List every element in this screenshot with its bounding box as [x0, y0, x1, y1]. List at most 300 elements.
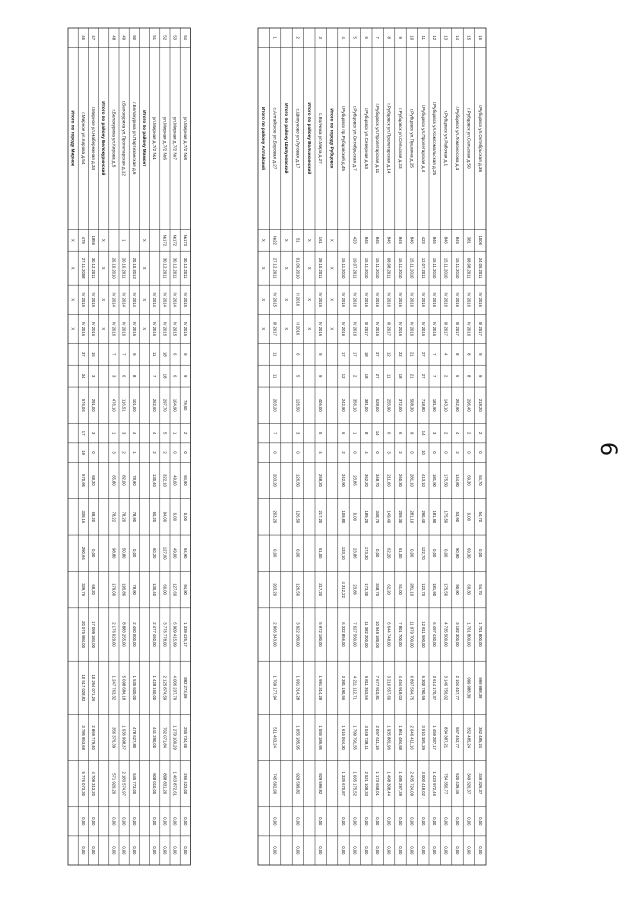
table-cell: 571 929,20: [111, 773, 117, 795]
table-cell: 6: [295, 353, 301, 356]
table-cell: 2: [443, 431, 449, 435]
table-cell: IV 2016: [466, 321, 472, 337]
table-cell: 27.12.2011: [272, 257, 278, 279]
table-cell: 173,30: [363, 546, 369, 560]
table-cell: 17: [341, 351, 346, 357]
row-number: 52: [162, 35, 168, 41]
block2-row: [452, 28, 460, 865]
table-cell: 0,00: [341, 817, 346, 826]
table-cell: X: [70, 327, 76, 331]
table-cell: 846: [409, 236, 415, 244]
table-cell: 0: [352, 451, 358, 454]
table-cell: 754 356,77: [443, 773, 449, 795]
row-number: 51: [152, 35, 158, 41]
table-cell: 0,00: [91, 846, 96, 855]
table-cell: 9: [318, 374, 324, 378]
table-cell: 2: [477, 431, 483, 435]
table-cell: 20.10.2010: [111, 257, 117, 279]
table-cell: 30.12.2011: [182, 257, 188, 279]
table-cell: 15.11.2010: [409, 257, 415, 279]
table-cell: 11 382 200,00: [363, 621, 369, 648]
table-cell: 4: [131, 431, 137, 435]
object-address: г.Рубцовск ул.Сельская д.23: [398, 108, 403, 169]
table-cell: 3 510 381,39: [420, 725, 426, 750]
table-cell: IV 2016: [477, 292, 483, 307]
table-cell: 3 146 756,02: [443, 675, 449, 701]
table-cell: 297,70: [162, 398, 168, 412]
table-cell: 290,40: [420, 510, 426, 524]
table-cell: 211,60: [386, 474, 392, 487]
table-cell: 51: [295, 237, 301, 243]
table-cell: 0: [172, 451, 178, 454]
row-number: 53: [172, 35, 178, 41]
table-cell: 3: [295, 431, 301, 435]
table-cell: 1 485 297,39: [398, 771, 403, 796]
table-cell: 203,20: [272, 510, 278, 524]
table-cell: 1 459 287,17: [432, 725, 438, 750]
table-cell: X: [101, 298, 107, 302]
table-cell: III 2017: [443, 321, 449, 336]
table-cell: IV 2016: [375, 292, 381, 307]
table-cell: 78,90: [131, 475, 137, 486]
table-cell: 0,00: [466, 846, 472, 855]
table-cell: 0,00: [172, 817, 178, 826]
table-cell: III 2017: [363, 321, 369, 336]
table-cell: 0,00: [131, 817, 137, 826]
table-cell: 130,40: [152, 474, 158, 487]
table-cell: 348,70: [375, 583, 381, 597]
table-cell: 0,00: [352, 817, 358, 826]
table-cell: 18: [398, 373, 403, 379]
table-cell: 0: [272, 451, 278, 454]
table-cell: 0: [466, 451, 472, 454]
table-cell: II 2016: [295, 293, 301, 307]
table-cell: 15.11.2010: [455, 257, 460, 279]
block1-row: [78, 28, 86, 865]
table-cell: 127,60: [172, 583, 178, 597]
table-cell: 9: [131, 353, 137, 356]
table-cell: IV 2015: [162, 321, 168, 337]
table-cell: 423: [352, 236, 358, 244]
table-cell: II 2016: [295, 322, 301, 336]
table-cell: 104,90: [172, 398, 178, 412]
table-cell: 352 485,24: [477, 727, 483, 749]
table-cell: IV 2016: [398, 321, 403, 337]
table-cell: 3: [91, 431, 96, 435]
table-cell: №22: [272, 235, 278, 245]
table-cell: 78,22: [111, 511, 117, 523]
table-cell: 576,06: [80, 398, 86, 412]
row-number: 9: [398, 36, 403, 39]
object-address: г.Рубцовск ул.Рабочая д.1: [443, 110, 449, 167]
table-cell: 4 709 313,20: [91, 771, 96, 796]
table-cell: 4: [152, 431, 158, 435]
table-cell: IV 2016: [443, 292, 449, 307]
table-cell: III 2017: [272, 321, 278, 336]
table-cell: 3: [111, 374, 117, 378]
table-cell: X: [284, 327, 289, 331]
table-cell: 4: [363, 451, 369, 454]
table-cell: 12: [386, 351, 392, 357]
table-cell: IV 2016: [352, 292, 358, 307]
table-cell: 0,00: [420, 817, 426, 826]
table-cell: 1 339 425,17: [182, 622, 188, 647]
table-cell: 0,00: [443, 817, 449, 826]
table-cell: 0,00: [162, 817, 168, 826]
table-cell: 12.07.2011: [420, 257, 426, 279]
table-cell: 7 677 910,81: [375, 675, 381, 701]
table-cell: 846: [363, 236, 369, 244]
table-cell: IV 2016: [409, 321, 415, 337]
table-cell: 1 701 800,00: [466, 622, 472, 647]
table-cell: 68,20: [91, 584, 96, 595]
table-cell: 51,00: [318, 548, 324, 559]
table-cell: X: [101, 238, 107, 242]
table-cell: 3 786 953,68: [80, 725, 86, 750]
object-address: г.Рубцовск ул.Октябрьская д.7: [352, 106, 358, 171]
block2-row: [261, 107, 267, 331]
table-cell: 846: [375, 236, 381, 244]
table-cell: X: [142, 238, 147, 242]
table-cell: 8: [131, 374, 137, 378]
object-address: Итого по району Алтайский: [261, 106, 267, 170]
table-cell: 34: [80, 373, 86, 379]
table-cell: III 2017: [477, 321, 483, 336]
table-cell: 30.12.2011: [172, 257, 178, 279]
table-cell: 2: [455, 451, 460, 454]
table-cell: 181,90: [432, 583, 438, 597]
table-cell: 53,90: [455, 511, 460, 523]
table-cell: IV 2015: [272, 292, 278, 307]
table-cell: III 2017: [386, 321, 392, 336]
table-cell: X: [261, 238, 267, 242]
table-cell: 1 709 177,94: [272, 675, 278, 701]
table-cell: IV 2015: [91, 292, 96, 307]
table-cell: 51,00: [398, 548, 403, 559]
table-cell: IV 2016: [352, 321, 358, 337]
block2-row: [315, 28, 323, 865]
table-cell: 0,00: [91, 549, 96, 558]
table-cell: 98,80: [111, 548, 117, 559]
table-cell: 6 909 415,99: [172, 622, 178, 647]
table-cell: 11 979 700,00: [409, 621, 415, 648]
table-cell: 11: [386, 373, 392, 379]
table-cell: 90,90: [455, 548, 460, 559]
table-cell: 557 452,77: [455, 727, 460, 749]
table-cell: IV 2015: [172, 321, 178, 337]
table-cell: 69,30: [466, 548, 472, 559]
table-cell: 0,00: [386, 846, 392, 855]
table-cell: 3 614 170,37: [432, 675, 438, 701]
row-number: 4: [341, 36, 346, 39]
table-cell: 62,20: [386, 584, 392, 595]
table-cell: 6: [172, 353, 178, 356]
table-cell: 14: [420, 430, 426, 436]
table-cell: 27: [420, 351, 426, 357]
table-cell: 9: [409, 431, 415, 435]
table-cell: 94,90: [182, 548, 188, 559]
table-cell: 23,86: [352, 548, 358, 559]
table-cell: 339,16: [80, 510, 86, 524]
table-cell: 348,70: [375, 474, 381, 487]
table-cell: 0,00: [443, 549, 449, 558]
table-cell: 0,00: [318, 846, 324, 855]
page-number: 6: [595, 442, 620, 456]
table-cell: 846: [443, 236, 449, 244]
block2-row: [463, 28, 471, 865]
row-number: 54: [182, 35, 188, 41]
table-cell: 94,90: [182, 584, 188, 595]
table-cell: 79,60: [182, 400, 188, 411]
block1-row: [88, 28, 96, 865]
row-number: 5: [352, 36, 358, 39]
table-cell: 423: [420, 236, 426, 244]
table-cell: 23,86: [352, 475, 358, 486]
row-number: 7: [375, 36, 381, 39]
table-cell: 10: [420, 450, 426, 455]
table-cell: 15.11.2010: [375, 257, 381, 279]
table-cell: 15.11.2010: [341, 257, 346, 279]
table-cell: 126,50: [295, 583, 301, 597]
table-cell: 255,90: [386, 398, 392, 412]
block2-row: [440, 28, 448, 865]
table-cell: 1 423 972,46: [432, 771, 438, 796]
table-cell: 161: [318, 236, 324, 244]
table-cell: 0,00: [182, 817, 188, 826]
table-cell: X: [284, 266, 289, 270]
row-number: 12: [432, 35, 438, 41]
table-cell: 10 264 071,26: [91, 674, 96, 702]
table-cell: 54,70: [477, 584, 483, 595]
table-cell: 0,00: [409, 846, 415, 855]
table-cell: 2 125 874,59: [162, 675, 168, 701]
table-cell: 2: [466, 431, 472, 435]
table-cell: №173: [182, 234, 188, 247]
table-cell: 362,20: [363, 474, 369, 487]
table-cell: X: [329, 327, 335, 331]
table-cell: X: [142, 327, 147, 331]
table-cell: 296,40: [466, 398, 472, 412]
table-cell: 27: [420, 373, 426, 379]
table-cell: 372,00: [398, 398, 403, 412]
table-cell: 6 322 856,00: [341, 622, 346, 647]
table-cell: 1 799 791,55: [352, 725, 358, 750]
table-cell: 3 922 180,00: [295, 622, 301, 647]
table-cell: 90,90: [455, 584, 460, 595]
table-cell: 0,00: [272, 549, 278, 558]
table-cell: 30.12.2011: [91, 257, 96, 279]
table-cell: 291,00: [91, 398, 96, 412]
table-cell: 15.11.2010: [398, 257, 403, 279]
row-number: 8: [386, 36, 392, 39]
table-cell: 4 735 500,00: [443, 622, 449, 647]
table-cell: 4 006 237,79: [172, 675, 178, 701]
table-cell: 3: [386, 451, 392, 454]
table-cell: 181,90: [432, 510, 438, 524]
table-cell: 0,00: [352, 846, 358, 855]
table-cell: 19.07.2011: [352, 257, 358, 279]
block1-row: [71, 111, 76, 331]
table-cell: 0,00: [432, 549, 438, 558]
table-cell: 7: [121, 353, 127, 356]
object-address: г.Мирное ул.Кирова д.54: [80, 112, 86, 165]
table-cell: 2: [443, 374, 449, 378]
table-cell: 356 376,39: [111, 727, 117, 749]
table-cell: 476,10: [111, 398, 117, 412]
table-cell: 116,51: [121, 399, 127, 412]
table-cell: 0,00: [386, 817, 392, 826]
block2-row: [406, 28, 414, 865]
block2-row: [429, 28, 437, 865]
table-cell: 9: [182, 353, 188, 356]
table-cell: 260,30: [398, 474, 403, 487]
table-cell: IV 2016: [363, 292, 369, 307]
table-cell: 0,00: [341, 846, 346, 855]
table-cell: 179,00: [111, 583, 117, 597]
table-cell: X: [284, 298, 289, 302]
table-cell: 1006: [477, 235, 483, 245]
table-cell: 5: [318, 431, 324, 435]
table-cell: IV 2015: [80, 292, 86, 307]
table-cell: 0: [477, 451, 483, 454]
row-number: 14: [455, 35, 460, 41]
object-address: Итого по городу Рубцовск: [329, 108, 335, 169]
table-cell: 5 811 353,56: [363, 675, 369, 700]
block2-row: [418, 28, 426, 865]
table-cell: 7: [111, 353, 117, 356]
table-cell: 195,80: [121, 583, 127, 597]
table-cell: 22: [398, 351, 403, 357]
table-cell: 126,50: [295, 474, 301, 487]
table-cell: 0,00: [477, 817, 483, 826]
table-cell: X: [142, 266, 147, 270]
block2-row: [281, 28, 290, 865]
table-cell: 999 988,39: [466, 677, 472, 699]
table-cell: X: [329, 266, 335, 270]
table-cell: IV 2016: [341, 292, 346, 307]
table-cell: 54,70: [477, 475, 483, 486]
table-cell: IV 2014: [111, 292, 117, 307]
table-cell: 6 644 748,00: [386, 622, 392, 647]
table-cell: 133,10: [341, 546, 346, 560]
table-cell: 281,10: [409, 583, 415, 597]
table-cell: 16: [91, 351, 96, 357]
table-cell: 1 055 185,95: [318, 725, 324, 750]
table-cell: 3 381 190,56: [341, 675, 346, 701]
table-cell: 2 869 779,40: [91, 725, 96, 750]
row-number: 13: [443, 35, 449, 41]
table-cell: 69,30: [466, 584, 472, 595]
table-cell: 262,60: [152, 398, 158, 412]
object-address: г.Рубцовск ул.Пролетарская д.11: [375, 103, 381, 174]
table-cell: 126,50: [295, 398, 301, 412]
block2-row: [338, 28, 347, 865]
table-cell: 181,90: [432, 398, 438, 412]
table-cell: 628,00: [375, 398, 381, 412]
table-cell: 78,90: [131, 584, 137, 595]
table-cell: 2 646 411,16: [409, 725, 415, 750]
table-cell: 175,50: [443, 474, 449, 487]
table-cell: 15.11.2010: [432, 257, 438, 279]
table-cell: 60,00: [162, 584, 168, 595]
table-cell: 898 831,20: [162, 773, 168, 795]
table-cell: 281,10: [409, 510, 415, 524]
table-cell: 4: [443, 353, 449, 356]
table-cell: 0,00: [121, 846, 127, 855]
table-cell: 94,00: [162, 511, 168, 523]
table-cell: X: [284, 238, 289, 242]
table-cell: 0,00: [409, 549, 415, 558]
table-cell: 0,00: [162, 846, 168, 855]
table-cell: 0,00: [91, 817, 96, 826]
table-cell: 2 104 407,77: [455, 675, 460, 701]
table-cell: 702 071,84: [162, 727, 168, 749]
table-cell: 5: [295, 374, 301, 378]
block2-row: [292, 28, 300, 865]
table-cell: 0,00: [182, 846, 188, 855]
table-cell: 0,00: [455, 846, 460, 855]
table-cell: 21: [409, 351, 415, 357]
table-cell: 5 776 073,30: [80, 771, 86, 796]
table-cell: 78,90: [131, 511, 137, 523]
table-cell: IV 2014: [162, 292, 168, 307]
table-cell: 209,30: [398, 510, 403, 524]
table-cell: 508,30: [409, 398, 415, 412]
table-cell: 218,20: [477, 398, 483, 412]
table-cell: 1: [131, 451, 137, 454]
table-cell: 570,96: [80, 474, 86, 487]
table-cell: 51,00: [398, 584, 403, 595]
block1-table: [68, 28, 190, 865]
table-cell: 1: [172, 431, 178, 435]
table-cell: X: [70, 266, 76, 270]
block2-row: [361, 28, 369, 865]
object-address: г.Рубцовск ул.Ломоносова д.3: [455, 106, 460, 171]
table-cell: №172: [172, 234, 178, 247]
table-cell: 11: [272, 352, 278, 357]
table-cell: 0,00: [272, 846, 278, 855]
table-cell: 15.11.2010: [443, 257, 449, 279]
table-cell: 9: [477, 374, 483, 378]
table-cell: 27.11.2008: [80, 257, 86, 279]
table-cell: 0,00: [363, 846, 369, 855]
row-number: 16: [477, 35, 483, 41]
table-cell: 4 312,22: [341, 581, 346, 598]
table-cell: IV 2014: [152, 292, 158, 307]
table-cell: 520 439,46: [455, 773, 460, 795]
table-cell: 381: [466, 236, 472, 244]
table-cell: 2 435 724,09: [409, 771, 415, 796]
row-number: 49: [121, 35, 127, 41]
table-cell: 8: [466, 353, 472, 356]
table-cell: 322,10: [162, 474, 168, 487]
table-cell: 3 182 300,00: [455, 622, 460, 647]
row-number: 6: [363, 36, 369, 39]
table-cell: 189,20: [363, 510, 369, 524]
table-cell: 3: [91, 374, 96, 378]
table-cell: 3: [111, 451, 117, 454]
table-cell: IV 2016: [432, 292, 438, 307]
object-address: г.Белокуриха ул.Партизанская д.6: [131, 102, 137, 175]
table-cell: 7 627 560,00: [352, 622, 358, 647]
table-cell: 21: [409, 373, 415, 379]
table-cell: 356,10: [352, 398, 358, 412]
table-cell: 1: [352, 431, 358, 435]
table-cell: 130,40: [152, 583, 158, 597]
row-number: 1: [272, 36, 278, 39]
table-cell: 0,00: [477, 549, 483, 558]
block2-row: [475, 28, 483, 865]
